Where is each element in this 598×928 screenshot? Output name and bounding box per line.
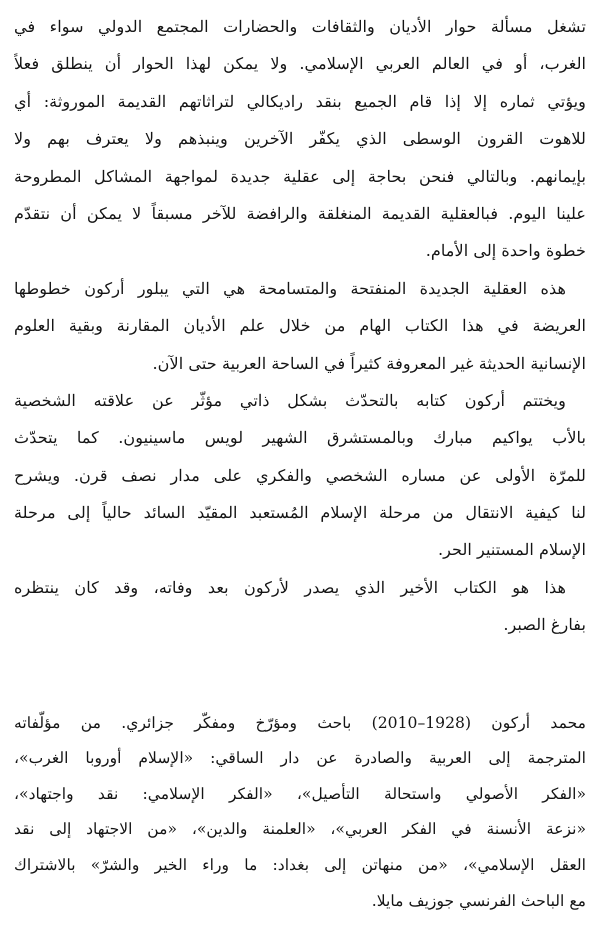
text-line: بإيمانهم. وبالتالي فنحن بحاجة إلى عقلية جديدة لمواجهة المشاكل المطروحة	[14, 166, 586, 186]
section-gap	[14, 644, 586, 706]
body-paragraph-4	[14, 569, 586, 644]
text-line: محمد أركون (1928–2010) باحث ومؤرّخ ومفكّر جزائري. من مؤلّفاته	[14, 713, 586, 732]
text-line: المترجمة إلى العربية والصادرة عن دار الساقي: «الإسلام أوروبا الغرب»،	[14, 749, 586, 768]
body-paragraph-1	[14, 8, 586, 270]
body-paragraph-2	[14, 270, 586, 382]
text-line: لنا كيفية الانتقال من مرحلة الإسلام المُستعبد المقيّد السائد حالياً إلى مرحلة	[14, 503, 586, 523]
text-line: الإنسانية الحديثة غير المعروفة كثيراً في الساحة العربية حتى الآن.	[152, 353, 586, 373]
text-line: الغرب، أو في العالم العربي الإسلامي. ولا يمكن لهذا الحوار أن ينطلق فعلاً	[14, 54, 586, 74]
text-line: للمرّة الأولى عن مساره الشخصي والفكري على مدار نصف قرن. ويشرح	[14, 465, 586, 485]
body-paragraph-3	[14, 382, 586, 569]
text-line: «نزعة الأنسنة في الفكر العربي»، «العلمنة والدين»، «من الاجتهاد إلى نقد	[14, 820, 586, 839]
text-line: العريضة في هذا الكتاب الهام من خلال علم الأديان المقارنة وبقية العلوم	[14, 316, 586, 336]
text-line: للاهوت القرون الوسطى الذي يكفّر الآخرين وينبذهم ولا يعترف بهم ولا	[14, 129, 586, 149]
text-line: ويؤتي ثماره إلا إذا قام الجميع بنقد راديكالي لتراثاتهم القديمة الموروثة: أي	[14, 91, 586, 111]
text-line: العقل الإسلامي»، «من منهاتن إلى بغداد: ما وراء الخير والشرّ» بالاشتراك	[14, 856, 586, 875]
text-line: بفارغ الصبر.	[503, 615, 586, 635]
text-line: خطوة واحدة إلى الأمام.	[425, 241, 586, 261]
text-line: هذا هو الكتاب الأخير الذي يصدر لأركون بعد وفاته، وقد كان ينتظره	[14, 577, 566, 597]
text-line: مع الباحث الفرنسي جوزيف مايلا.	[371, 891, 586, 910]
author-bio	[14, 706, 586, 920]
text-line: «الفكر الأصولي واستحالة التأصيل»، «الفكر الإسلامي: نقد واجتهاد»،	[14, 784, 586, 803]
text-line: ويختتم أركون كتابه بالتحدّث بشكل ذاتي مؤثّر عن علاقته الشخصية	[14, 390, 566, 410]
text-line: الإسلام المستنير الحر.	[437, 540, 586, 560]
text-line: هذه العقلية الجديدة المنفتحة والمتسامحة هي التي يبلور أركون خطوطها	[14, 278, 566, 298]
text-line: بالأب يواكيم مبارك وبالمستشرق الشهير لويس ماسينيون. كما يتحدّث	[14, 428, 586, 448]
text-line: تشغل مسألة حوار الأديان والثقافات والحضارات المجتمع الدولي سواء في	[14, 17, 586, 36]
text-line: علينا اليوم. فبالعقلية القديمة المنغلقة والرافضة للآخر مسبقاً لا يمكن أن نتقدّم	[14, 203, 586, 223]
